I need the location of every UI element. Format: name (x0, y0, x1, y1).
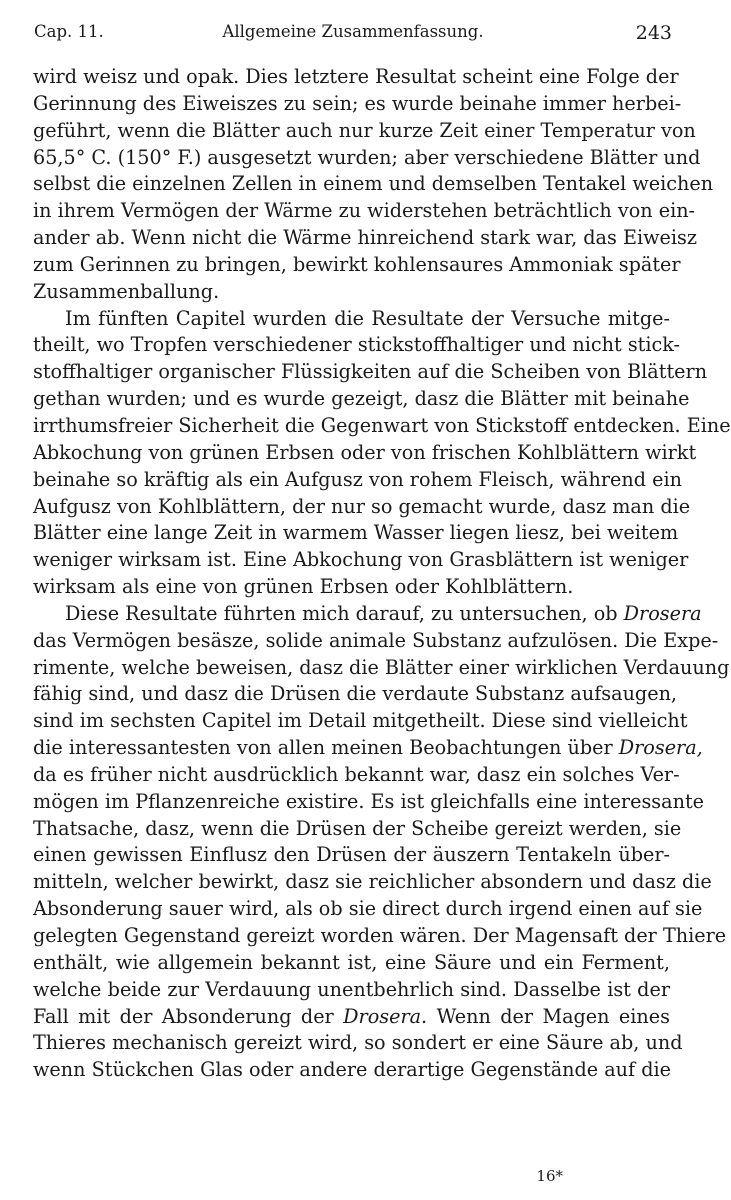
text-line: beinahe so kräftig als ein Aufgusz von rohem Fleisch, während ein (33, 467, 682, 491)
text-line: welche beide zur Verdauung unentbehrlich sind. Dasselbe ist der (33, 977, 670, 1001)
body-text (33, 64, 731, 1084)
text-line: wirksam als eine von grünen Erbsen oder Kohlblättern. (33, 575, 574, 599)
text-line: rimente, welche beweisen, dasz die Blätter einer wirklichen Verdauung (33, 655, 730, 679)
text-line: stoffhaltiger organischer Flüssigkeiten auf die Scheiben von Blättern (33, 360, 708, 384)
text-line: selbst die einzelnen Zellen in einem und demselben Tentakel weichen (33, 172, 714, 196)
page-number: 243 (635, 22, 672, 44)
text-line: wenn Stückchen Glas oder andere derartige Gegenstände auf die (33, 1058, 672, 1082)
text-line: Fall mit der Absonderung der Drosera. Wenn der Magen eines (33, 1004, 670, 1028)
text-line: Abkochung von grünen Erbsen oder von frischen Kohlblättern wirkt (33, 440, 697, 464)
chapter-label: Cap. 11. (34, 22, 104, 41)
running-title: Allgemeine Zusammenfassung. (222, 22, 484, 41)
text-line: enthält, wie allgemein bekannt ist, eine Säure und ein Ferment, (33, 950, 670, 974)
text-line: wird weisz und opak. Dies letztere Resultat scheint eine Folge der (33, 65, 679, 88)
text-line: Blätter eine lange Zeit in warmem Wasser liegen liesz, bei weitem (33, 521, 679, 545)
italic-genus-name: Drosera. (343, 1004, 428, 1028)
text-line: da es früher nicht ausdrücklich bekannt war, dasz ein solches Ver- (33, 762, 680, 786)
text-line: gelegten Gegenstand gereizt worden wären. Der Magensaft der Thiere (33, 924, 727, 947)
text-line: Absonderung sauer wird, als ob sie direct durch irgend einen auf sie (33, 897, 703, 921)
italic-genus-name: Drosera, (618, 736, 703, 760)
text-line: gethan wurden; und es wurde gezeigt, dasz die Blätter mit beinahe (33, 387, 690, 411)
text-line: fähig sind, und dasz die Drüsen die verdaute Substanz aufsaugen, (33, 682, 678, 706)
text-line: zum Gerinnen zu bringen, bewirkt kohlensaures Ammoniak später (33, 252, 681, 276)
text-line: in ihrem Vermögen der Wärme zu widerstehen beträchtlich von ein- (33, 199, 696, 223)
text-line: das Vermögen besäsze, solide animale Substanz aufzulösen. Die Expe- (33, 628, 719, 652)
text-line: 65,5° C. (150° F.) ausgesetzt wurden; aber verschiedene Blätter und (33, 145, 701, 169)
text-line: mitteln, welcher bewirkt, dasz sie reichlicher absondern und dasz die (33, 870, 712, 894)
running-header (34, 22, 672, 52)
text-line: einen gewissen Einflusz den Drüsen der äuszern Tentakeln über- (33, 843, 670, 867)
text-line: Im fünften Capitel wurden die Resultate der Versuche mitge- (65, 306, 670, 330)
text-line: Zusammenballung. (33, 279, 220, 303)
text-line: Aufgusz von Kohlblättern, der nur so gemacht wurde, dasz man die (33, 494, 691, 518)
text-line: Thatsache, dasz, wenn die Drüsen der Scheibe gereizt werden, sie (33, 816, 682, 840)
text-line: sind im sechsten Capitel im Detail mitgetheilt. Diese sind vielleicht (33, 709, 688, 733)
text-line: Gerinnung des Eiweiszes zu sein; es wurde beinahe immer herbei- (33, 91, 682, 115)
text-line: Diese Resultate führten mich darauf, zu untersuchen, ob Drosera (65, 601, 702, 625)
text-line: Thieres mechanisch gereizt wird, so sondert er eine Säure ab, und (33, 1031, 683, 1055)
signature-mark: 16* (536, 1167, 563, 1185)
text-line: theilt, wo Tropfen verschiedener stickstoffhaltiger und nicht stick- (33, 333, 681, 357)
text-line: geführt, wenn die Blätter auch nur kurze Zeit einer Temperatur von (33, 118, 696, 142)
text-line: die interessantesten von allen meinen Beobachtungen über Drosera, (33, 736, 703, 760)
text-line: weniger wirksam ist. Eine Abkochung von Grasblättern ist weniger (33, 548, 689, 572)
text-line: ander ab. Wenn nicht die Wärme hinreichend stark war, das Eiweisz (33, 226, 697, 250)
text-line: mögen im Pflanzenreiche existire. Es ist gleichfalls eine interessante (33, 789, 705, 813)
text-line: irrthumsfreier Sicherheit die Gegenwart von Stickstoff entdecken. Eine (33, 413, 731, 437)
italic-genus-name: Drosera (623, 601, 702, 625)
